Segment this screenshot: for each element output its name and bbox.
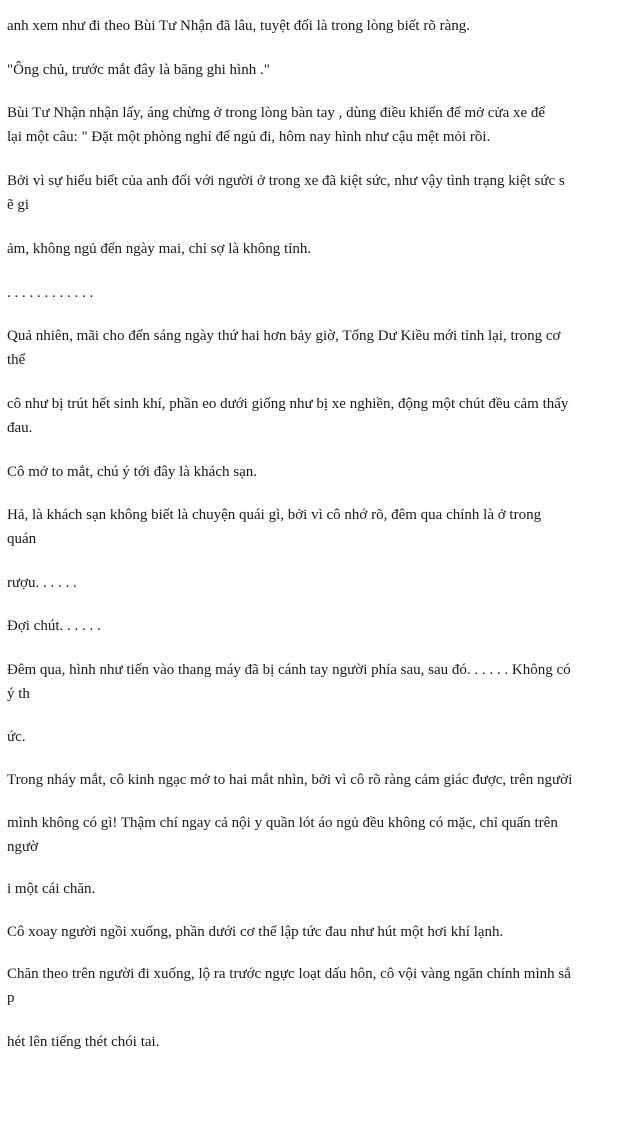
text-line: mình không có gì! Thậm chí ngay cả nội y quần lót áo ngủ đều không có mặc, chỉ quấn trên xyxy=(7,815,558,831)
text-line: rượu. . . . . . xyxy=(7,575,77,591)
text-line: Chăn theo trên người đi xuống, lộ ra trước ngực loạt dấu hôn, cô vội vàng ngăn chính mình sắ xyxy=(7,966,571,982)
text-line: Bùi Tư Nhận nhận lấy, áng chừng ở trong lòng bàn tay , dùng điều khiển để mở cửa xe để xyxy=(7,105,546,121)
text-line: Cô mở to mắt, chú ý tới đây là khách sạn. xyxy=(7,464,257,480)
text-line: ảm, không ngủ đến ngày mai, chỉ sợ là không tỉnh. xyxy=(7,241,312,257)
text-line: Đêm qua, hình như tiến vào thang máy đã bị cánh tay người phía sau, sau đó. . . . . . Không có xyxy=(7,662,571,678)
text-line: ẽ gi xyxy=(7,197,30,213)
text-line: Hả, là khách sạn không biết là chuyện quái gì, bởi vì cô nhớ rõ, đêm qua chính là ở trong xyxy=(7,507,542,523)
text-line: hét lên tiếng thét chói tai. xyxy=(7,1034,160,1050)
text-line: . . . . . . . . . . . . xyxy=(7,285,94,301)
text-line: thể xyxy=(7,352,26,368)
text-line: "Ông chủ, trước mắt đây là băng ghi hình ." xyxy=(7,62,270,78)
text-line: Đợi chút. . . . . . xyxy=(7,618,101,634)
text-line: Quả nhiên, mãi cho đến sáng ngày thứ hai hơn bảy giờ, Tống Dư Kiều mới tỉnh lại, trong cơ xyxy=(7,328,561,344)
text-line: Trong nháy mắt, cô kinh ngạc mở to hai mắt nhìn, bởi vì cô rõ ràng cảm giác được, trên người xyxy=(7,772,573,788)
text-line: i một cái chăn. xyxy=(7,881,96,897)
text-line: ức. xyxy=(7,729,26,745)
text-line: quán xyxy=(7,531,37,547)
text-line: đau. xyxy=(7,420,33,436)
text-line: cô như bị trút hết sinh khí, phần eo dưới giống như bị xe nghiền, động một chút đều cảm thấy xyxy=(7,396,569,412)
text-line: anh xem như đi theo Bùi Tư Nhận đã lâu, tuyệt đối là trong lòng biết rõ ràng. xyxy=(7,18,470,34)
text-line: Bởi vì sự hiểu biết của anh đối với người ở trong xe đã kiệt sức, như vậy tình trạng kiệt sức s xyxy=(7,173,565,189)
text-line: Cô xoay người ngồi xuống, phần dưới cơ thể lập tức đau như hút một hơi khí lạnh. xyxy=(7,924,504,940)
text-line: ý th xyxy=(7,686,30,702)
text-line: p xyxy=(7,990,15,1006)
text-line: ngườ xyxy=(7,839,39,855)
text-line: lại một câu: " Đặt một phòng nghỉ để ngủ đi, hôm nay hình như cậu mệt mỏi rồi. xyxy=(7,129,491,145)
